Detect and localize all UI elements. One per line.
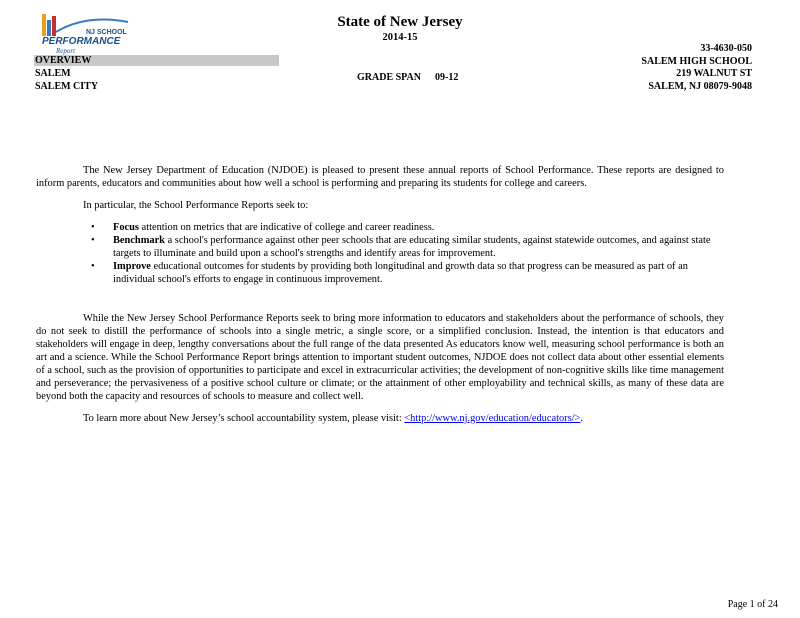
report-body [36, 164, 724, 425]
school-code: 33-4630-050 [700, 43, 752, 54]
district-info [35, 68, 98, 93]
school-address-line1: 219 WALNUT ST [676, 68, 752, 79]
section-heading: OVERVIEW [34, 55, 279, 66]
nj-education-link[interactable]: <http://www.nj.gov/education/educators/> [404, 413, 581, 424]
school-info [641, 43, 752, 93]
report-year: 2014-15 [382, 32, 418, 43]
list-item: • Focus attention on metrics that are indicative of college and career readiness. [91, 222, 435, 233]
logo-line1: NJ SCHOOL [86, 29, 127, 36]
disclaimer-paragraph: While the New Jersey School Performance Reports seek to bring more information to educators and stakeholders about the performance of schools, they do not seek to distill the performance of schools into a single metric, a single score, or a simplified conclusion. Instead, the intention is that educators and stakeholders will engage in deep, lengthy conversations about the full range of the data presented As educators know well, measuring school performance is both an art and a science. While the School Performance Report brings attention to important student outcomes, NJDOE does not collect data about other essential elements of a school, such as the provision of opportunities to participate and excel in extracurricular activities; the development of non-cognitive skills like time management and perseverance; the pervasiveness of a positive school culture or climate; or the attainment of other employability and technical skills, as many of these data are beyond both the capacity and resources of schools to measure and collect well. [36, 313, 724, 402]
intro-paragraph: The New Jersey Department of Education (NJDOE) is pleased to present these annual reports of School Performance. These reports are designed to inform parents, educators and communities about how well a school is performing and preparing its students for college and careers. [36, 165, 724, 189]
objectives-intro: In particular, the School Performance Reports seek to: [83, 200, 309, 211]
district-name: SALEM CITY [35, 80, 99, 92]
logo-line3: Report [56, 47, 76, 55]
list-item: • Improve educational outcomes for students by providing both longitudinal and growth data so that progress can be measured as part of an individual school's efforts to engage in continuous improvement. [91, 261, 688, 285]
school-address-line2: SALEM, NJ 08079-9048 [648, 80, 752, 92]
grade-span [357, 72, 458, 85]
school-name: SALEM HIGH SCHOOL [641, 55, 752, 67]
learn-more-paragraph: To learn more about New Jersey’s school accountability system, please visit: <http://www.nj.gov/education/educators/>. [83, 413, 584, 424]
county-name: SALEM [35, 68, 71, 79]
grade-span-label: GRADE SPAN [357, 72, 421, 83]
page-number: Page 1 of 24 [727, 599, 778, 610]
report-title: State of New Jersey [337, 14, 463, 30]
list-item: • Benchmark a school's performance against other peer schools that are educating similar students, against statewide outcomes, and against state targets to illuminate and build upon a school's strengths and identify areas for improvement. [91, 235, 711, 259]
objectives-list [36, 221, 724, 286]
logo-line2: PERFORMANCE [42, 36, 121, 47]
grade-span-value: 09-12 [434, 72, 459, 83]
